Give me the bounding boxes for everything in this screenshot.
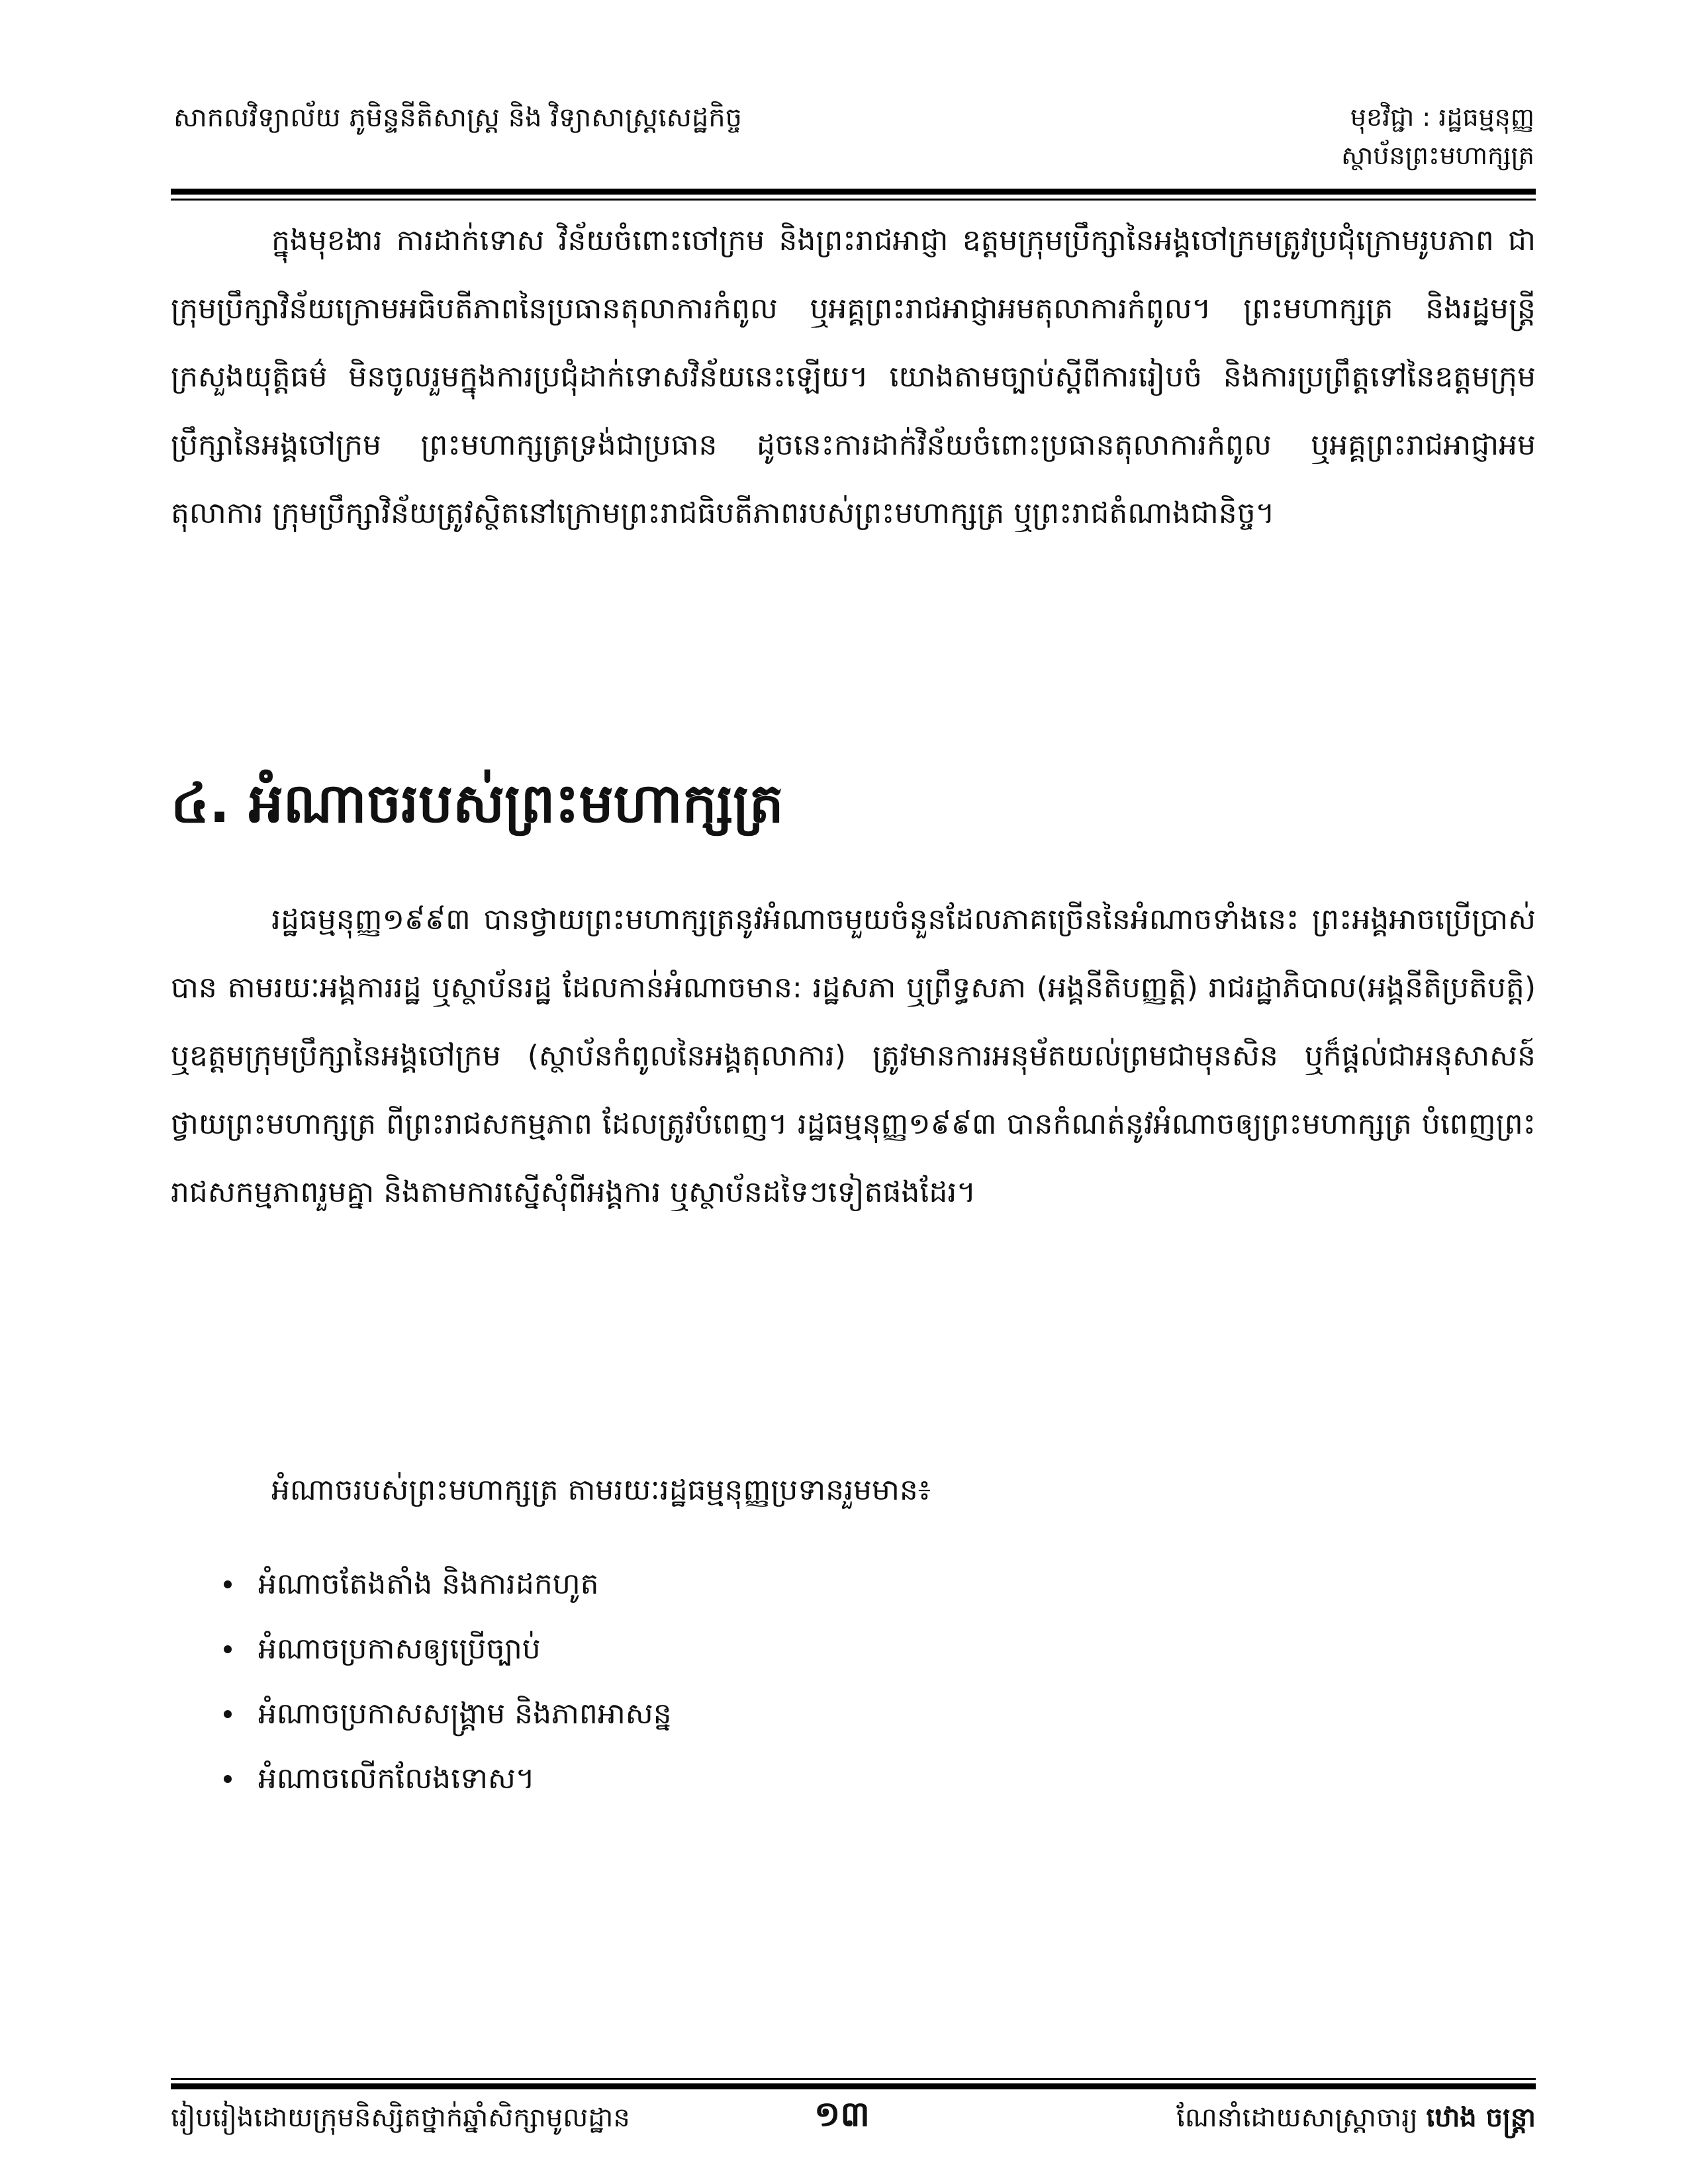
powers-intro <box>171 1456 1536 1524</box>
section-title: ៤. អំណាចរបស់ព្រះមហាក្សត្រ <box>171 772 784 835</box>
page-number: ១៣ <box>814 2095 870 2134</box>
paragraph-disciplinary <box>171 206 1536 547</box>
header-rule-thin <box>171 199 1536 201</box>
header-course-title: មុខវិជ្ជា : រដ្ឋធម្មនុញ្ញ <box>1350 103 1534 132</box>
bullet-icon <box>224 1775 232 1783</box>
powers-list <box>171 1552 672 1811</box>
header-rule-thick <box>171 189 1536 195</box>
list-item-text: អំណាចតែងតាំង និងការដកហូត <box>258 1567 599 1601</box>
paragraph-disciplinary-text: ក្នុងមុខងារ ការដាក់ទោស វិន័យចំពោះចៅក្រម និងព្រះរាជអាជ្ញា ឧត្តមក្រុមប្រឹក្សានៃអង្គចៅក្រមត្រូវប្រជុំក្រោមរូបភាព ជាក្រុមប្រឹក្សាវិន័យក្រោមអធិបតីភាពនៃប្រធានតុលាការកំពូល ឬអគ្គព្រះរាជអាជ្ញាអមតុលាការកំពូល។ ព្រះមហាក្សត្រ និងរដ្ឋមន្ត្រីក្រសួងយុត្តិធម៌ មិនចូលរួមក្នុងការប្រជុំដាក់ទោសវិន័យនេះឡើយ។ យោងតាមច្បាប់ស្តីពីការរៀបចំ និងការប្រព្រឹត្តទៅនៃឧត្តមក្រុមប្រឹក្សានៃអង្គចៅក្រម ព្រះមហាក្សត្រទ្រង់ជាប្រធាន ដូចនេះការដាក់វិន័យចំពោះប្រធានតុលាការកំពូល ឬអគ្គព្រះរាជអាជ្ញាអមតុលាការ ក្រុមប្រឹក្សាវិន័យត្រូវស្ថិតនៅក្រោមព្រះរាជធិបតីភាពរបស់ព្រះមហាក្សត្រ ឬព្រះរាជតំណាងជានិច្ច។ <box>171 224 1536 530</box>
footer-supervisor-name: ឋោង ចន្ត្រា <box>1426 2103 1536 2133</box>
paragraph-king-powers <box>171 886 1536 1226</box>
list-item <box>171 1747 672 1811</box>
footer-supervisor <box>1176 2098 1536 2138</box>
list-item <box>171 1552 672 1617</box>
list-item-text: អំណាចប្រកាសសង្គ្រាម និងភាពអាសន្ន <box>258 1697 672 1731</box>
footer-rule-thin <box>171 2078 1536 2080</box>
bullet-icon <box>224 1645 232 1653</box>
header-university-name: សាកលវិទ្យាល័យ ភូមិន្ទនីតិសាស្ត្រ និង វិទ្យាសាស្ត្រសេដ្ឋកិច្ច <box>173 103 743 133</box>
list-item <box>171 1617 672 1682</box>
list-item <box>171 1682 672 1747</box>
list-item-text: អំណាចប្រកាសឲ្យប្រើច្បាប់ <box>258 1632 541 1666</box>
list-item-text: អំណាចលើកលែងទោស។ <box>258 1762 535 1796</box>
footer-supervisor-label: ណែនាំដោយសាស្ត្រាចារ្យ <box>1176 2103 1418 2133</box>
paragraph-king-powers-text: រដ្ឋធម្មនុញ្ញ១៩៩៣ បានថ្វាយព្រះមហាក្សត្រនូវអំណាចមួយចំនួនដែលភាគច្រើននៃអំណាចទាំងនេះ ព្រះអង្គអាចប្រើប្រាស់បាន តាមរយៈអង្គការរដ្ឋ ឬស្ថាប័នរដ្ឋ ដែលកាន់អំណាចមាន: រដ្ឋសភា ឬព្រឹទ្ធសភា (អង្គនីតិបញ្ញត្តិ) រាជរដ្ឋាភិបាល(អង្គនីតិប្រតិបត្តិ) ឬឧត្តមក្រុមប្រឹក្សានៃអង្គចៅក្រម (ស្ថាប័នកំពូលនៃអង្គតុលាការ) ត្រូវមានការអនុម័តយល់ព្រមជាមុនសិន ឬក៏ផ្តល់ជាអនុសាសន៍ថ្វាយព្រះមហាក្សត្រ ពីព្រះរាជសកម្មភាព ដែលត្រូវបំពេញ។ រដ្ឋធម្មនុញ្ញ១៩៩៣ បានកំណត់នូវអំណាចឲ្យព្រះមហាក្សត្រ បំពេញព្រះរាជសកម្មភាពរួមគ្នា និងតាមការស្នើសុំពីអង្គការ ឬស្ថាប័នដទៃៗទៀតផងដែរ។ <box>171 903 1536 1209</box>
bullet-icon <box>224 1580 232 1588</box>
header-course-info <box>1341 98 1534 175</box>
powers-intro-text: អំណាចរបស់ព្រះមហាក្សត្រ តាមរយៈរដ្ឋធម្មនុញ្ញប្រទានរួមមាន៖ <box>271 1473 931 1507</box>
bullet-icon <box>224 1710 232 1718</box>
footer-prepared-by: រៀបរៀងដោយក្រុមនិស្សិតថ្នាក់ឆ្នាំសិក្សាមូលដ្ឋាន <box>171 2103 630 2133</box>
footer-rule-thick <box>171 2083 1536 2089</box>
header-chapter-title: ស្ថាប័នព្រះមហាក្សត្រ <box>1341 141 1534 170</box>
